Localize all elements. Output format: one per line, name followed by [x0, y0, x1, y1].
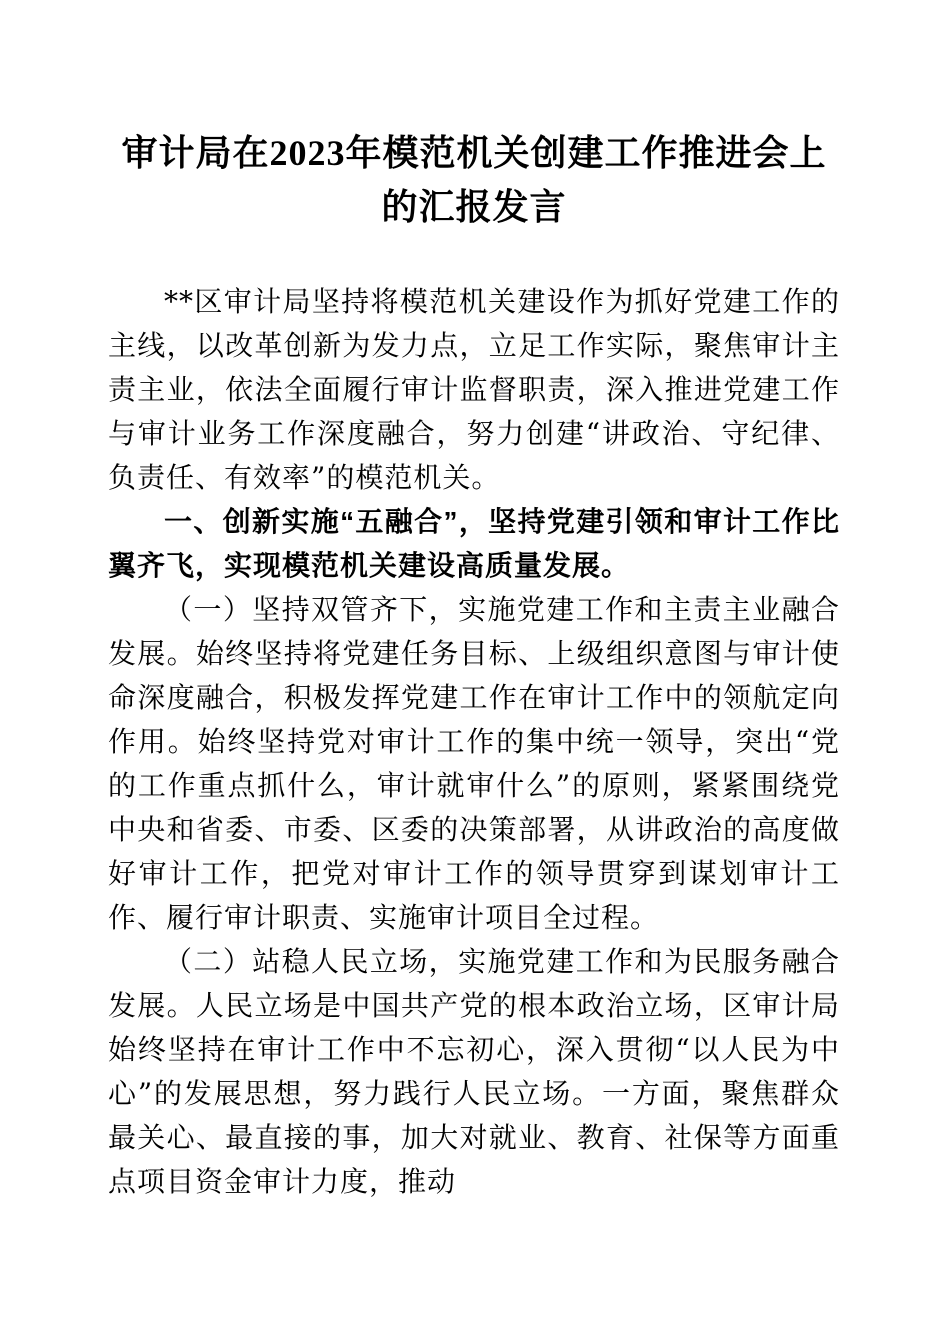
intro-paragraph: **区审计局坚持将模范机关建设作为抓好党建工作的主线，以改革创新为发力点，立足工作实际，聚焦审计主责主业，依法全面履行审计监督职责，深入推进党建工作与审计业务工作深度融合，努力创建“讲政治、守纪律、负责任、有效率”的模范机关。 [108, 285, 840, 494]
section-1-heading: 一、创新实施“五融合”，坚持党建引领和审计工作比翼齐飞，实现模范机关建设高质量发展。 [108, 506, 840, 581]
section-1-item-2-paragraph: （二）站稳人民立场，实施党建工作和为民服务融合发展。人民立场是中国共产党的根本政治立场，区审计局始终坚持在审计工作中不忘初心，深入贯彻“以人民为中心”的发展思想，努力践行人民立场。一方面，聚焦群众最关心、最直接的事，加大对就业、教育、社保等方面重点项目资金审计力度，推动 [108, 945, 840, 1198]
section-1-item-1-paragraph: （一）坚持双管齐下，实施党建工作和主责主业融合发展。始终坚持将党建任务目标、上级组织意图与审计使命深度融合，积极发挥党建工作在审计工作中的领航定向作用。始终坚持党对审计工作的集中统一领导，突出“党的工作重点抓什么，审计就审什么”的原则，紧紧围绕党中央和省委、市委、区委的决策部署，从讲政治的高度做好审计工作，把党对审计工作的领导贯穿到谋划审计工作、履行审计职责、实施审计项目全过程。 [108, 593, 840, 934]
document-title: 审计局在2023年模范机关创建工作推进会上的汇报发言 [121, 133, 827, 227]
